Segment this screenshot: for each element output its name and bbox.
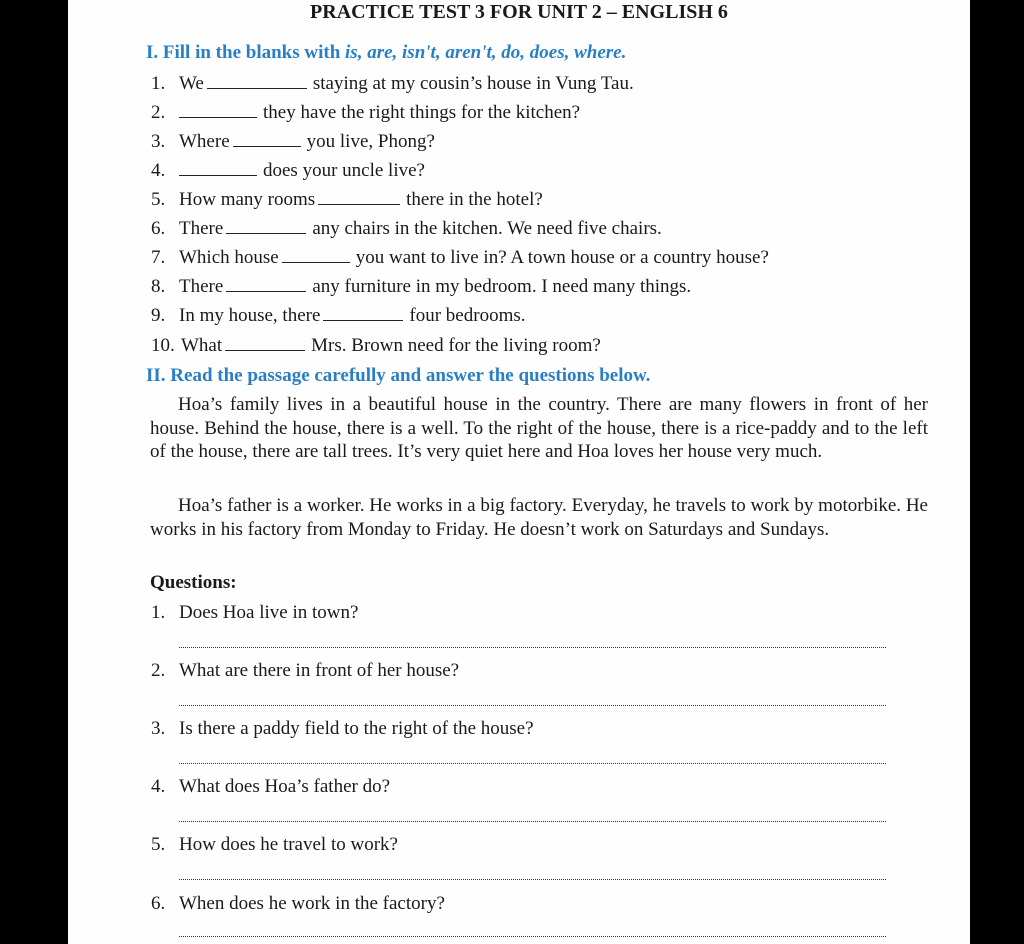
item-number: 8. [151,276,166,297]
fill-item-1 [151,72,634,96]
question-text: When does he work in the factory? [179,893,445,914]
question-number: 1. [151,602,166,623]
answer-blank[interactable] [226,217,306,234]
section-1-heading-words: is, are, isn't, aren't, do, does, where. [345,42,627,63]
item-text-before: There [179,218,224,239]
answer-blank[interactable] [225,334,305,351]
answer-blank[interactable] [226,275,306,292]
item-text-after: four bedrooms. [409,305,526,326]
question-number: 5. [151,834,166,855]
item-text-before: Which house [179,247,279,268]
fill-item-3 [151,130,435,154]
item-text-after: any chairs in the kitchen. We need five chairs. [312,218,662,239]
item-number: 9. [151,305,166,326]
item-text-before: Where [179,131,230,152]
fill-item-8 [151,275,691,299]
section-1-heading-prefix: I. Fill in the blanks with [146,42,346,63]
answer-blank[interactable] [179,101,257,118]
item-text-after: Mrs. Brown need for the living room? [311,335,601,356]
item-number: 4. [151,160,166,181]
question-number: 4. [151,776,166,797]
item-text-before: There [179,276,224,297]
item-text-after: staying at my cousin’s house in Vung Tau. [312,73,634,94]
item-text-after: they have the right things for the kitchen? [263,102,581,123]
question-text: How does he travel to work? [179,834,398,855]
answer-blank[interactable] [207,72,307,89]
answer-line-6[interactable] [179,936,886,937]
item-text-before: How many rooms [179,189,316,210]
question-number: 6. [151,893,166,914]
item-number: 3. [151,131,166,152]
question-1 [151,601,358,625]
item-text-after: you want to live in? A town house or a country house? [355,247,769,268]
item-text-before: What [181,335,223,356]
answer-blank[interactable] [318,188,400,205]
answer-blank[interactable] [233,130,301,147]
item-number: 1. [151,73,166,94]
question-5 [151,833,398,857]
answer-line-1[interactable] [179,647,886,648]
fill-item-9 [151,304,526,328]
question-text: What does Hoa’s father do? [179,776,391,797]
worksheet-page [68,0,970,944]
question-6 [151,892,445,916]
fill-item-5 [151,188,543,212]
question-text: What are there in front of her house? [179,660,460,681]
question-text: Does Hoa live in town? [179,602,359,623]
item-text-after: there in the hotel? [406,189,543,210]
answer-line-5[interactable] [179,879,886,880]
section-1-heading [146,41,626,65]
item-text-before: We [179,73,204,94]
question-2 [151,659,459,683]
page-title: PRACTICE TEST 3 FOR UNIT 2 – ENGLISH 6 [310,1,728,23]
question-4 [151,775,390,799]
passage-paragraph-2: Hoa’s father is a worker. He works in a big factory. Everyday, he travels to work by motorbike. He works in his factory from Monday to Friday. He doesn’t work on Saturdays and Sundays. [150,495,928,540]
fill-item-6 [151,217,662,241]
item-number: 7. [151,247,166,268]
answer-blank[interactable] [179,159,257,176]
item-number: 2. [151,102,166,123]
fill-item-10 [151,334,601,358]
passage-paragraph-1: Hoa’s family lives in a beautiful house in the country. There are many flowers in front of her house. Behind the house, there is a well. To the right of the house, there is a rice-paddy and to the left of the house, there are tall trees. It’s very quiet here and Hoa loves her house very much. [150,394,928,462]
fill-item-4 [151,159,425,183]
answer-line-3[interactable] [179,763,886,764]
item-text-after: you live, Phong? [306,131,435,152]
fill-item-7 [151,246,769,270]
answer-blank[interactable] [323,304,403,321]
question-3 [151,717,534,741]
item-number: 5. [151,189,166,210]
item-number: 10. [151,335,175,356]
fill-item-2 [151,101,580,125]
item-number: 6. [151,218,166,239]
section-2-heading: II. Read the passage carefully and answer the questions below. [146,365,651,386]
answer-line-2[interactable] [179,705,886,706]
answer-blank[interactable] [282,246,350,263]
questions-heading: Questions: [150,572,237,593]
answer-line-4[interactable] [179,821,886,822]
question-text: Is there a paddy field to the right of the house? [179,718,534,739]
item-text-before: In my house, there [179,305,321,326]
item-text-after: does your uncle live? [263,160,425,181]
item-text-after: any furniture in my bedroom. I need many things. [312,276,692,297]
question-number: 2. [151,660,166,681]
question-number: 3. [151,718,166,739]
